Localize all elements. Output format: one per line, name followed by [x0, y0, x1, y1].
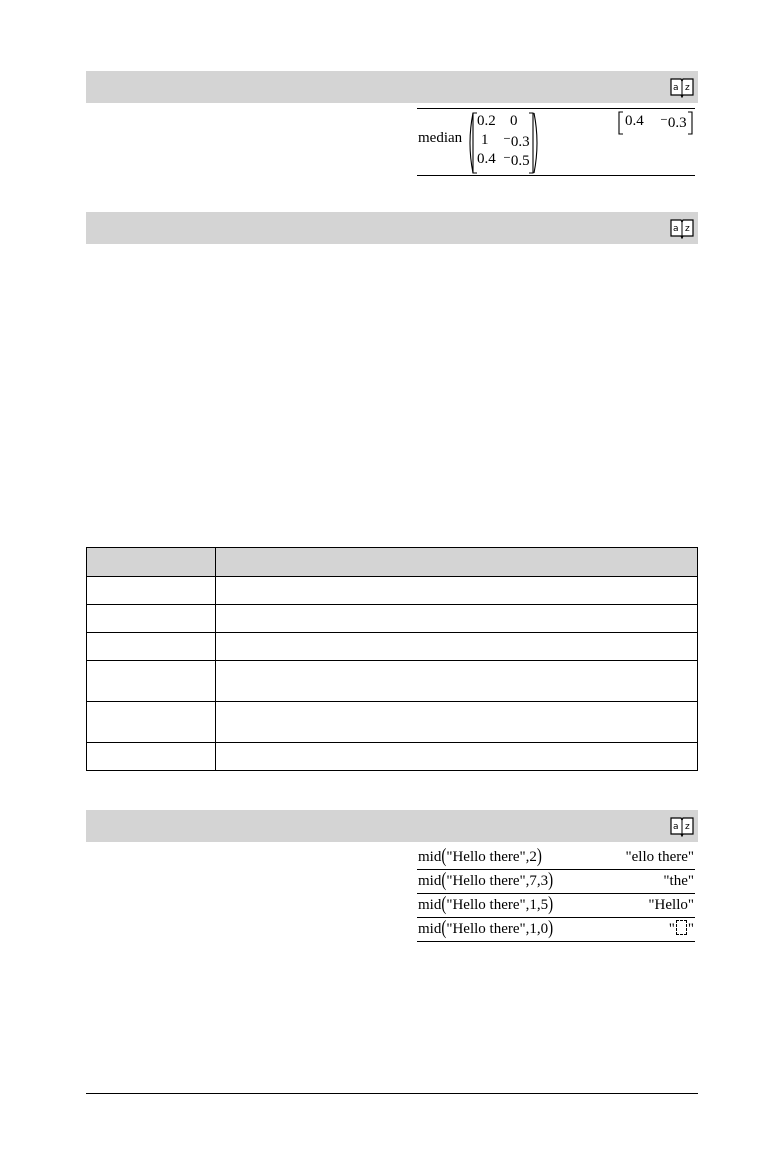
function-name: mid — [418, 873, 442, 889]
matrix-cell: 1 — [481, 132, 489, 148]
result-cell: ⁻0.3 — [660, 115, 687, 131]
example-row: mid("Hello there",1,0) " " — [417, 918, 695, 942]
function-args: "Hello there",2 — [446, 849, 537, 865]
result-cell: 0.4 — [625, 113, 644, 129]
example-result: "the" — [663, 873, 694, 889]
footer-rule — [86, 1093, 698, 1094]
section-header-mid — [86, 810, 698, 842]
matrix-cell: 0.4 — [477, 151, 496, 167]
median-function-label: median — [418, 130, 463, 146]
table-row — [87, 661, 698, 702]
svg-text:a: a — [673, 224, 679, 234]
reference-table — [86, 547, 698, 771]
example-row: mid("Hello there",1,5) "Hello" — [417, 894, 695, 918]
table-row — [87, 633, 698, 661]
empty-string-placeholder-icon — [676, 920, 687, 935]
catalog-book-icon — [670, 815, 694, 837]
example-row: mid("Hello there",7,3) "the" — [417, 870, 695, 894]
matrix-cell: 0 — [510, 113, 518, 129]
function-name: mid — [418, 849, 442, 865]
result-left-bracket-icon — [618, 111, 624, 135]
function-args: "Hello there",1,0 — [446, 921, 549, 937]
example-row: mid("Hello there",2) "ello there" — [417, 846, 695, 870]
table-header-cell — [87, 548, 216, 577]
median-example — [417, 108, 695, 176]
function-name: mid — [418, 897, 442, 913]
matrix-cell: ⁻0.3 — [503, 134, 530, 150]
svg-text:z: z — [685, 83, 690, 93]
section-header-2 — [86, 212, 698, 244]
svg-text:a: a — [673, 83, 679, 93]
example-result: "Hello" — [648, 897, 694, 913]
function-args: "Hello there",7,3 — [446, 873, 549, 889]
mid-examples — [417, 846, 695, 942]
matrix-cell: ⁻0.5 — [503, 153, 530, 169]
function-name: mid — [418, 921, 442, 937]
table-header-row — [87, 548, 698, 577]
section-header-median — [86, 71, 698, 103]
table-row — [87, 577, 698, 605]
table-header-cell — [216, 548, 698, 577]
catalog-book-icon — [670, 76, 694, 98]
function-args: "Hello there",1,5 — [446, 897, 549, 913]
example-result: "ello there" — [625, 849, 694, 865]
table-row — [87, 743, 698, 771]
svg-text:z: z — [685, 224, 690, 234]
right-paren-icon — [532, 112, 542, 174]
catalog-book-icon — [670, 217, 694, 239]
matrix-cell: 0.2 — [477, 113, 496, 129]
table-row — [87, 605, 698, 633]
svg-text:z: z — [685, 822, 690, 832]
svg-text:a: a — [673, 822, 679, 832]
result-right-bracket-icon — [687, 111, 693, 135]
table-row — [87, 702, 698, 743]
example-result: " " — [668, 921, 694, 937]
